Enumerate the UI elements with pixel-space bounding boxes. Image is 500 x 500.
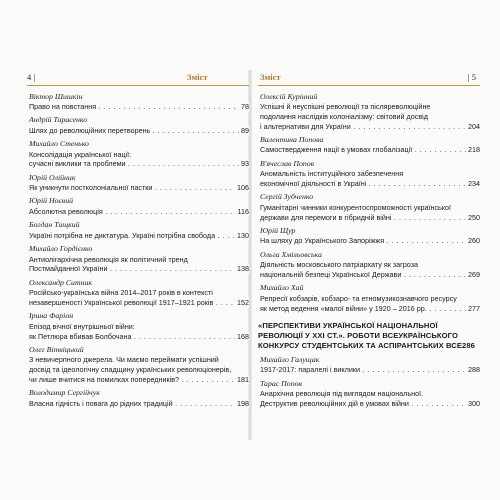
toc-entry xyxy=(27,173,249,193)
toc-page-number: 218 xyxy=(468,145,480,155)
toc-entry xyxy=(258,283,480,313)
toc-entry xyxy=(258,226,480,246)
toc-page-number: 181 xyxy=(237,374,249,384)
toc-page-number: 130 xyxy=(237,230,249,240)
toc-page-number: 116 xyxy=(237,206,249,216)
toc-title xyxy=(258,389,480,409)
page-number: | 5 xyxy=(467,72,476,82)
toc-title xyxy=(27,183,249,193)
toc-title-line: Самоствердження нації в умовах глобалізації . . . xyxy=(260,145,480,155)
header-rule xyxy=(258,85,480,86)
section-label: Зміст xyxy=(260,72,281,82)
toc-entry xyxy=(27,220,249,240)
toc-title-line: незавершеності Української революції 1917–1921 років . . . xyxy=(29,298,249,308)
toc-author: Володимир Сергійчук xyxy=(29,388,100,398)
section-heading-line: РЕВОЛЮЦІЇ У XXI СТ.». РОБОТИ ВСЕУКРАЇНСЬКОГО xyxy=(258,331,458,341)
toc-author: В'ячеслав Попов xyxy=(260,158,315,168)
toc-title-line: З невичерпного джерела. Чи маємо переймати успішний xyxy=(29,355,219,365)
toc-author: Михайло Хай xyxy=(260,283,304,293)
toc-title xyxy=(27,150,249,170)
toc-author: Ольга Хмільовська xyxy=(260,249,322,259)
toc-title-line: Епізод вічної внутрішньої війни: xyxy=(29,321,135,331)
toc-author: Ірина Фаріон xyxy=(29,311,74,321)
toc-list xyxy=(258,355,480,409)
toc-title-line: Гуманітарні чинники конкурентоспроможності української xyxy=(260,202,452,212)
toc-author: Андрій Тарасенко xyxy=(29,115,88,125)
toc-title-line: як Петлюра вбивав Болбочана . . . xyxy=(29,332,249,342)
toc-page-number: 234 xyxy=(468,178,480,188)
toc-entry xyxy=(27,388,249,408)
toc-author: Юрій Щур xyxy=(260,225,296,235)
toc-page-number: 138 xyxy=(237,264,249,274)
toc-page-number: 288 xyxy=(468,365,480,375)
toc-entry xyxy=(27,244,249,274)
header-rule xyxy=(27,85,249,86)
toc-page-number: 277 xyxy=(468,303,480,313)
toc-author: Михайло Галущак xyxy=(260,354,320,364)
toc-title-line: Аномальність інституційного забезпечення xyxy=(260,169,404,179)
toc-title xyxy=(258,294,480,314)
toc-author: Олег Вітвіцький xyxy=(29,344,84,354)
competition-section-heading xyxy=(258,321,480,351)
toc-title-line: і альтернативи для України . . . xyxy=(260,122,480,132)
toc-author: Олександр Ситник xyxy=(29,277,92,287)
toc-title-line: Право на повстання . . . xyxy=(29,102,249,112)
toc-title-line: чи лише вчитися на помилках попередників? . . . xyxy=(29,375,249,385)
toc-title xyxy=(258,145,480,155)
toc-title-line: Антиолігархічна революція як політичний тренд xyxy=(29,254,188,264)
toc-entry xyxy=(27,196,249,216)
toc-author: Валентина Попова xyxy=(260,134,324,144)
toc-title xyxy=(27,399,249,409)
toc-entry xyxy=(27,311,249,341)
toc-entry xyxy=(258,355,480,375)
toc-title-line: Шлях до революційних перетворень . . . xyxy=(29,126,249,136)
toc-entry xyxy=(27,278,249,308)
toc-title-line: Постмайданної України . . . xyxy=(29,264,249,274)
toc-title-line: як метод ведення «малої війни» у 1920 – 2016 рр. . . . xyxy=(260,304,480,314)
toc-title-line: досвід та ідеологічну спадщину українських революціонерів, xyxy=(29,365,232,375)
toc-entry xyxy=(258,379,480,409)
toc-page-number: 204 xyxy=(468,121,480,131)
toc-title-line: 1917-2017: паралелі і виклики . . . xyxy=(260,365,480,375)
toc-entry xyxy=(258,250,480,280)
toc-page-number: 250 xyxy=(468,212,480,222)
toc-author: Михайло Гордієнко xyxy=(29,244,93,254)
toc-title xyxy=(27,355,249,384)
left-page xyxy=(27,72,249,409)
toc-list xyxy=(258,92,480,314)
toc-page-number: 269 xyxy=(468,269,480,279)
toc-entry xyxy=(258,92,480,132)
section-label: Зміст xyxy=(187,72,208,82)
toc-page-number: 168 xyxy=(237,331,249,341)
toc-author: Богдан Тищкий xyxy=(29,220,80,230)
toc-title xyxy=(258,203,480,223)
toc-title xyxy=(258,102,480,131)
toc-page-number: 198 xyxy=(237,398,249,408)
section-heading-line: КОНКУРСУ СТУДЕНТСЬКИХ ТА АСПІРАНТСЬКИХ ВСЕ286 xyxy=(258,341,475,351)
toc-author: Юрій Олійник xyxy=(29,172,76,182)
toc-title-line: Репресії кобзарів, кобзаро- та етномузикознавчого ресурсу xyxy=(260,293,457,303)
toc-title-line: Консолідація української нації: xyxy=(29,149,132,159)
toc-title xyxy=(27,126,249,136)
toc-title xyxy=(27,231,249,241)
toc-title-line: подолання наслідків колоніалізму: світовий досвід xyxy=(260,111,428,121)
toc-title-line: сучасні виклики та проблеми . . . xyxy=(29,159,249,169)
toc-title xyxy=(27,102,249,112)
toc-title xyxy=(258,236,480,246)
toc-page-number: 260 xyxy=(468,236,480,246)
toc-author: Юрій Ноєвий xyxy=(29,196,74,206)
toc-entry xyxy=(27,139,249,169)
toc-author: Михайло Стенько xyxy=(29,139,89,149)
toc-page-number: 300 xyxy=(468,398,480,408)
toc-title xyxy=(27,207,249,217)
toc-entry xyxy=(258,159,480,189)
toc-entry xyxy=(258,192,480,222)
right-page xyxy=(258,72,480,409)
toc-author: Сергій Зубченко xyxy=(260,192,314,202)
toc-title-line: Власна гідність і повага до рідних традицій . . . xyxy=(29,399,249,409)
toc-page-number: 93 xyxy=(241,159,249,169)
toc-title-line: На шляху до Українського Запоріжжя . . . xyxy=(260,236,480,246)
toc-author: Олексій Курінний xyxy=(260,91,318,101)
toc-page-number: 152 xyxy=(237,297,249,307)
toc-title-line: Україні потрібна не диктатура. Україні потрібна свобода . . . xyxy=(29,231,249,241)
toc-title-line: Діяльність московського патріархату як загроза xyxy=(260,260,419,270)
page-number: 4 | xyxy=(27,72,36,82)
toc-title-line: Успішні й неуспішні революції та післяреволюційне xyxy=(260,102,431,111)
toc-entry xyxy=(27,92,249,112)
toc-author: Тарас Попов xyxy=(260,378,302,388)
section-heading-line: «ПЕРСПЕКТИВИ УКРАЇНСЬКОЇ НАЦІОНАЛЬНОЇ xyxy=(258,321,438,331)
toc-author: Віктор Шишкін xyxy=(29,91,83,101)
toc-page-number: 89 xyxy=(241,125,249,135)
toc-title xyxy=(258,365,480,375)
toc-title xyxy=(27,322,249,342)
toc-title-line: Російсько-українська війна 2014–2017 років в контексті xyxy=(29,288,213,298)
toc-title-line: держави для перемоги в гібридній війні . . . xyxy=(260,213,480,223)
toc-title xyxy=(27,255,249,275)
toc-list xyxy=(27,92,249,409)
left-page-header xyxy=(27,72,249,88)
toc-entry xyxy=(27,115,249,135)
toc-title xyxy=(258,260,480,280)
toc-title-line: Абсолютна революція . . . xyxy=(29,207,249,217)
toc-title-line: Деструктив революційних дій в умовах війни . . . xyxy=(260,399,480,409)
toc-title-line: Як уникнути постколоніальної пастки . . . xyxy=(29,183,249,193)
toc-entry xyxy=(27,345,249,385)
toc-title xyxy=(27,288,249,308)
toc-page-number: 106 xyxy=(237,183,249,193)
toc-title-line: Анархічна революція під виглядом національної. xyxy=(260,389,424,399)
right-page-header xyxy=(258,72,480,88)
toc-title xyxy=(258,169,480,189)
toc-title-line: економічної діяльності в Україні . . . xyxy=(260,179,480,189)
toc-title-line: національній безпеці Української Держави . . . xyxy=(260,270,480,280)
toc-entry xyxy=(258,135,480,155)
toc-page-number: 78 xyxy=(241,102,249,111)
